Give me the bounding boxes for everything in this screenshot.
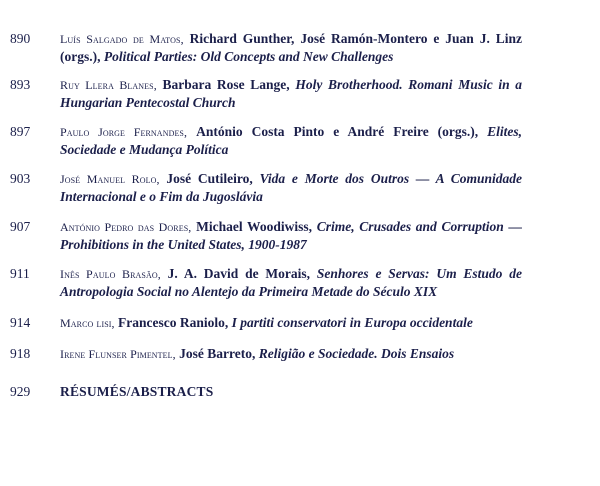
page-number: 890 bbox=[10, 31, 31, 46]
reviewer-name: Marco lisi, bbox=[60, 316, 115, 330]
entry-text bbox=[60, 218, 522, 254]
book-title: Crime, Crusades and Corruption — Prohibitions in the United States, 1900-1987 bbox=[60, 219, 523, 252]
book-authors: Francesco Raniolo, bbox=[118, 315, 229, 330]
reviewer-name: Paulo Jorge Fernandes, bbox=[60, 125, 188, 139]
book-title: Religião e Sociedade. Dois Ensaios bbox=[258, 346, 455, 361]
entry-text bbox=[60, 314, 522, 332]
section-title: RÉSUMÉS/ABSTRACTS bbox=[60, 384, 214, 399]
book-title: Elites, Sociedade e Mudança Política bbox=[60, 124, 523, 157]
entry-text bbox=[60, 123, 522, 159]
page-number: 897 bbox=[10, 124, 31, 139]
entry-text bbox=[60, 30, 522, 66]
reviewer-name: Inês Paulo Brasão, bbox=[60, 267, 161, 281]
entry-text bbox=[60, 170, 522, 206]
book-title: Senhores e Servas: Um Estudo de Antropologia Social no Alentejo da Primeira Metade do Século XIX bbox=[60, 266, 522, 299]
page-number: 918 bbox=[10, 346, 31, 361]
reviewer-name: José Manuel Rolo, bbox=[60, 172, 160, 186]
reviewer-name: António Pedro das Dores, bbox=[60, 220, 192, 234]
page-number: 914 bbox=[10, 315, 31, 330]
book-title: Vida e Morte dos Outros — A Comunidade Internacional e o Fim da Jugoslávia bbox=[60, 171, 523, 204]
reviewer-name: Luís Salgado de Matos, bbox=[60, 32, 184, 46]
book-authors: Barbara Rose Lange, bbox=[162, 77, 290, 92]
entry-text bbox=[60, 76, 522, 112]
book-authors: Richard Gunther, José Ramón-Montero e Juan J. Linz (orgs.), bbox=[60, 31, 523, 64]
entry-text bbox=[60, 383, 522, 401]
page-number: 907 bbox=[10, 219, 31, 234]
book-authors: José Cutileiro, bbox=[166, 171, 253, 186]
book-authors: Michael Woodiwiss, bbox=[196, 219, 312, 234]
entry-text bbox=[60, 345, 522, 363]
book-title: I partiti conservatori in Europa occidentale bbox=[231, 315, 473, 330]
page-number: 911 bbox=[10, 266, 30, 281]
page-number: 893 bbox=[10, 77, 31, 92]
page-number: 903 bbox=[10, 171, 31, 186]
book-authors: J. A. David de Morais, bbox=[167, 266, 311, 281]
book-authors: António Costa Pinto e André Freire (orgs.), bbox=[196, 124, 479, 139]
entry-text bbox=[60, 265, 522, 301]
page-number: 929 bbox=[10, 384, 31, 399]
reviewer-name: Irene Flunser Pimentel, bbox=[60, 347, 176, 361]
book-title: Holy Brotherhood. Romani Music in a Hungarian Pentecostal Church bbox=[60, 77, 523, 110]
book-title: Political Parties: Old Concepts and New Challenges bbox=[103, 49, 394, 64]
book-authors: José Barreto, bbox=[179, 346, 256, 361]
reviewer-name: Ruy Llera Blanes, bbox=[60, 78, 157, 92]
